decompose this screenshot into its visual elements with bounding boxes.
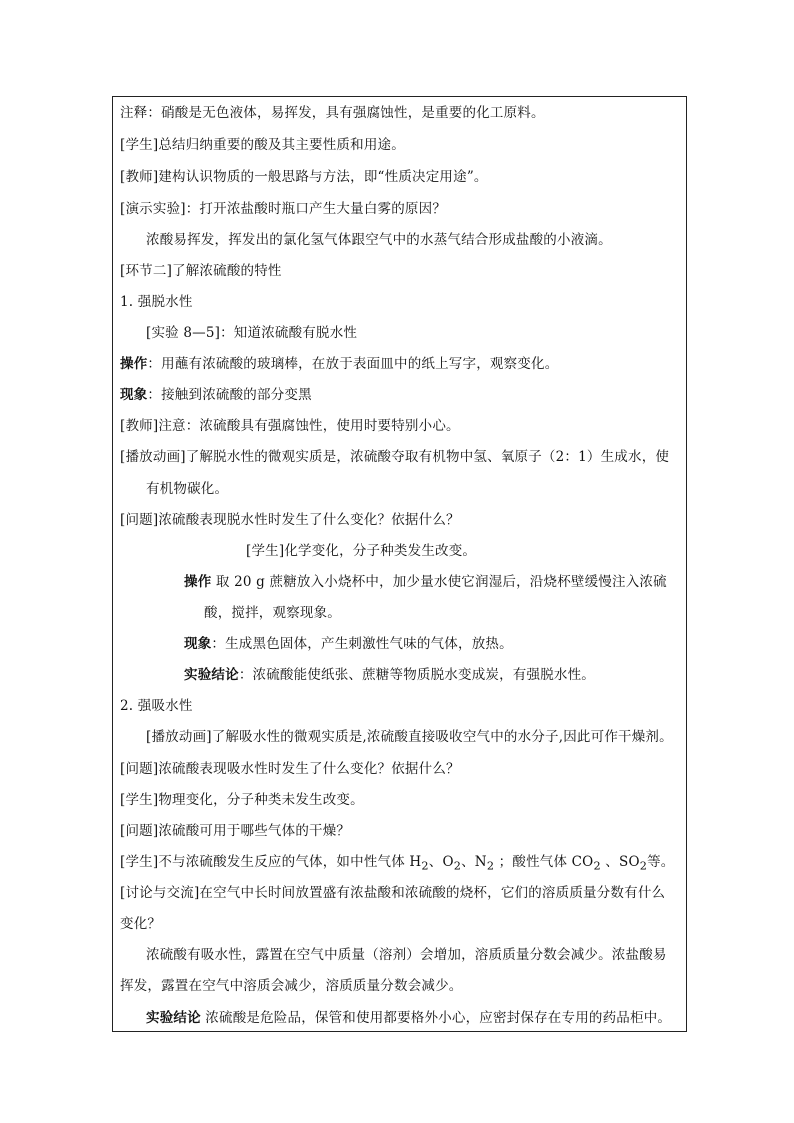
text-line: 有机物碳化。: [146, 481, 229, 497]
line-text: ：接触到浓硫酸的部分变黑: [147, 387, 312, 403]
section-heading: [环节二]了解浓硫酸的特性: [120, 263, 282, 279]
text-line: 浓硫酸有吸水性，露置在空气中质量（溶剂）会增加，溶质质量分数会减少。浓盐酸易: [146, 947, 667, 963]
text-line: [播放动画]了解吸水性的微观实质是,浓硫酸直接吸收空气中的水分子,因此可作干燥剂。: [146, 729, 673, 745]
text-line: [学生]物理变化，分子种类未发生改变。: [120, 792, 364, 808]
line-text: ：生成黑色固体，产生刺激性气味的气体，放热。: [211, 636, 513, 652]
text-line: [问题]浓硫酸表现吸水性时发生了什么变化？依据什么？: [120, 761, 460, 777]
text-line: 变化？: [120, 916, 162, 932]
subscript: 2: [486, 859, 495, 873]
label-bold: 操作: [184, 574, 212, 590]
text-line: [学生]总结归纳重要的酸及其主要性质和用途。: [120, 137, 405, 153]
text-line: 挥发，露置在空气中溶质会减少，溶质质量分数会减少。: [120, 978, 463, 994]
text-line: [实验 8—5]：知道浓硫酸有脱水性: [146, 325, 358, 341]
line-text: ；酸性气体 CO: [494, 854, 594, 870]
line-text: 浓硫酸是危险品，保管和使用都要格外小心，应密封保存在专用的药品柜中。: [200, 1010, 672, 1026]
text-line: [播放动画]了解脱水性的微观实质是，浓硫酸夺取有机物中氢、氧原子（2：1）生成水，使: [120, 449, 670, 465]
text-line: [146, 1009, 671, 1027]
line-text: 、SO: [600, 854, 640, 870]
subscript: 2: [421, 859, 429, 873]
text-line: 酸，搅拌，观察现象。: [204, 605, 341, 621]
line-text: ：浓硫酸能使纸张、蔗糖等物质脱水变成炭，有强脱水性。: [238, 667, 596, 683]
label-bold: 现象: [120, 387, 148, 403]
text-line: [120, 853, 675, 876]
label-bold: 实验结论: [146, 1010, 201, 1026]
text-line: [184, 573, 667, 591]
text-line: [演示实验]：打开浓盐酸时瓶口产生大量白雾的原因？: [120, 201, 447, 217]
text-line: [教师]注意：浓硫酸具有强腐蚀性，使用时要特别小心。: [120, 418, 460, 434]
label-bold: 现象: [184, 636, 212, 652]
text-line: [讨论与交流]在空气中长时间放置盛有浓盐酸和浓硫酸的烧杯，它们的溶质质量分数有什么: [120, 885, 666, 901]
line-text: [学生]不与浓硫酸发生反应的气体，如中性气体 H: [120, 854, 422, 870]
line-text: 、N: [461, 854, 487, 870]
line-text: ：用蘸有浓硫酸的玻璃棒，在放于表面皿中的纸上写字，观察变化。: [147, 356, 559, 372]
text-line: [120, 355, 558, 373]
text-line: 注释：硝酸是无色液体，易挥发，具有强腐蚀性，是重要的化工原料。: [120, 105, 545, 121]
text-line: [184, 666, 595, 684]
label-bold: 操作: [120, 356, 148, 372]
text-line: [120, 386, 312, 404]
subscript: 2: [639, 859, 648, 873]
text-line: [问题]浓硫酸可用于哪些气体的干燥？: [120, 823, 351, 839]
subsection-heading: 2. 强吸水性: [120, 698, 193, 714]
line-text: 等。: [647, 854, 675, 870]
text-line: [问题]浓硫酸表现脱水性时发生了什么变化？依据什么？: [120, 512, 460, 528]
subsection-heading: 1. 强脱水性: [120, 294, 193, 310]
line-text: 、O: [428, 854, 454, 870]
subscript: 2: [453, 859, 462, 873]
label-bold: 实验结论: [184, 667, 239, 683]
text-line: [学生]化学变化，分子种类发生改变。: [246, 543, 477, 559]
text-line: [教师]建构认识物质的一般思路与方法，即“性质决定用途”。: [120, 169, 488, 185]
text-line: 浓酸易挥发，挥发出的氯化氢气体跟空气中的水蒸气结合形成盐酸的小液滴。: [146, 232, 612, 248]
subscript: 2: [593, 859, 601, 873]
line-text: 取 20 g 蔗糖放入小烧杯中，加少量水使它润湿后，沿烧杯壁缓慢注入浓硫: [211, 574, 667, 590]
text-line: [184, 635, 513, 653]
